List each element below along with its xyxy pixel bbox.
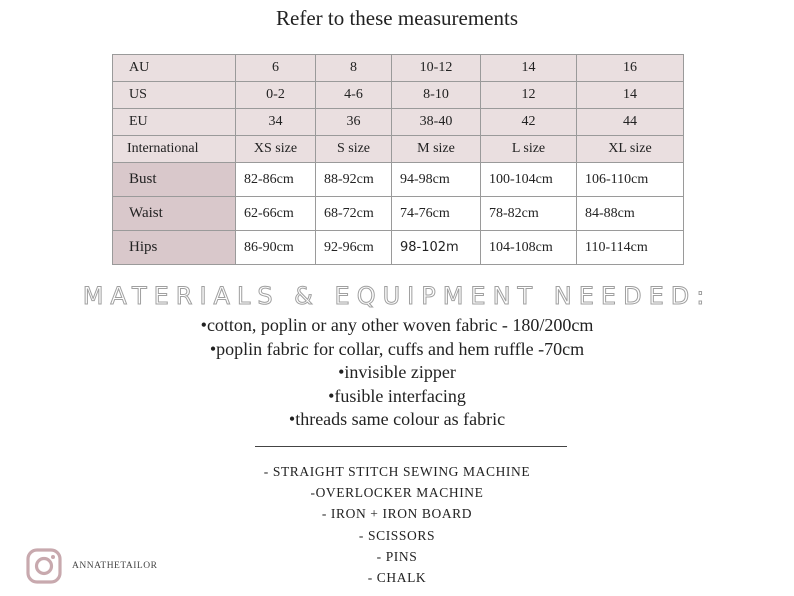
table-cell: 4-6 xyxy=(316,82,392,109)
brand-name: ANNATHETAILOR xyxy=(72,561,158,571)
table-cell: 8 xyxy=(316,55,392,82)
table-cell: 100-104cm xyxy=(481,163,577,197)
table-cell: 74-76cm xyxy=(392,197,481,231)
table-cell: L size xyxy=(481,136,577,163)
table-cell: 88-92cm xyxy=(316,163,392,197)
row-label: Waist xyxy=(113,197,236,231)
table-row-us xyxy=(113,82,684,109)
row-label: Hips xyxy=(113,231,236,265)
instagram-icon xyxy=(26,548,62,584)
list-item: •poplin fabric for collar, cuffs and hem ruffle -70cm xyxy=(209,338,585,359)
table-row-hips xyxy=(113,231,684,265)
table-cell: 92-96cm xyxy=(316,231,392,265)
table-row-waist xyxy=(113,197,684,231)
list-item: •cotton, poplin or any other woven fabric - 180/200cm xyxy=(200,315,594,335)
table-row-bust xyxy=(113,163,684,197)
row-label: EU xyxy=(113,109,236,136)
table-cell: M size xyxy=(392,136,481,163)
table-cell: 110-114cm xyxy=(577,231,684,265)
size-chart-table xyxy=(112,54,684,265)
table-cell: 36 xyxy=(316,109,392,136)
table-cell: 84-88cm xyxy=(577,197,684,231)
list-item: - PINS xyxy=(376,548,418,564)
divider xyxy=(255,446,567,447)
table-row-au xyxy=(113,55,684,82)
list-item: •invisible zipper xyxy=(338,362,456,382)
table-cell: 6 xyxy=(236,55,316,82)
page-title: Refer to these measurements xyxy=(276,6,518,30)
table-cell: XL size xyxy=(577,136,684,163)
table-cell: 16 xyxy=(577,55,684,82)
list-item: - SCISSORS xyxy=(358,527,436,543)
table-cell: 8-10 xyxy=(392,82,481,109)
table-cell: 14 xyxy=(577,82,684,109)
table-cell: 0-2 xyxy=(236,82,316,109)
materials-list xyxy=(0,314,794,432)
table-cell: XS size xyxy=(236,136,316,163)
row-label: AU xyxy=(113,55,236,82)
list-item: - CHALK xyxy=(367,570,427,586)
table-cell: 10-12 xyxy=(392,55,481,82)
row-label: US xyxy=(113,82,236,109)
brand-signature xyxy=(26,548,157,584)
table-cell: 42 xyxy=(481,109,577,136)
table-cell: 98-102m xyxy=(392,231,481,265)
table-cell: 62-66cm xyxy=(236,197,316,231)
table-cell: 34 xyxy=(236,109,316,136)
materials-heading: MATERIALS & EQUIPMENT NEEDED: xyxy=(82,282,712,310)
list-item: - STRAIGHT STITCH SEWING MACHINE xyxy=(263,464,531,479)
list-item: -OVERLOCKER MACHINE xyxy=(310,485,484,501)
row-label: International xyxy=(113,136,236,163)
list-item: - IRON + IRON BOARD xyxy=(321,506,473,522)
table-cell: 14 xyxy=(481,55,577,82)
table-row-international xyxy=(113,136,684,163)
table-row-eu xyxy=(113,109,684,136)
list-item: •threads same colour as fabric xyxy=(288,409,506,429)
table-cell: 82-86cm xyxy=(236,163,316,197)
table-cell: 44 xyxy=(577,109,684,136)
list-item: •fusible interfacing xyxy=(328,385,466,406)
row-label: Bust xyxy=(113,163,236,197)
table-cell: 78-82cm xyxy=(481,197,577,231)
table-cell: S size xyxy=(316,136,392,163)
table-cell: 68-72cm xyxy=(316,197,392,231)
table-cell: 12 xyxy=(481,82,577,109)
table-cell: 86-90cm xyxy=(236,231,316,265)
table-cell: 104-108cm xyxy=(481,231,577,265)
table-cell: 38-40 xyxy=(392,109,481,136)
table-cell: 106-110cm xyxy=(577,163,684,197)
table-cell: 94-98cm xyxy=(392,163,481,197)
